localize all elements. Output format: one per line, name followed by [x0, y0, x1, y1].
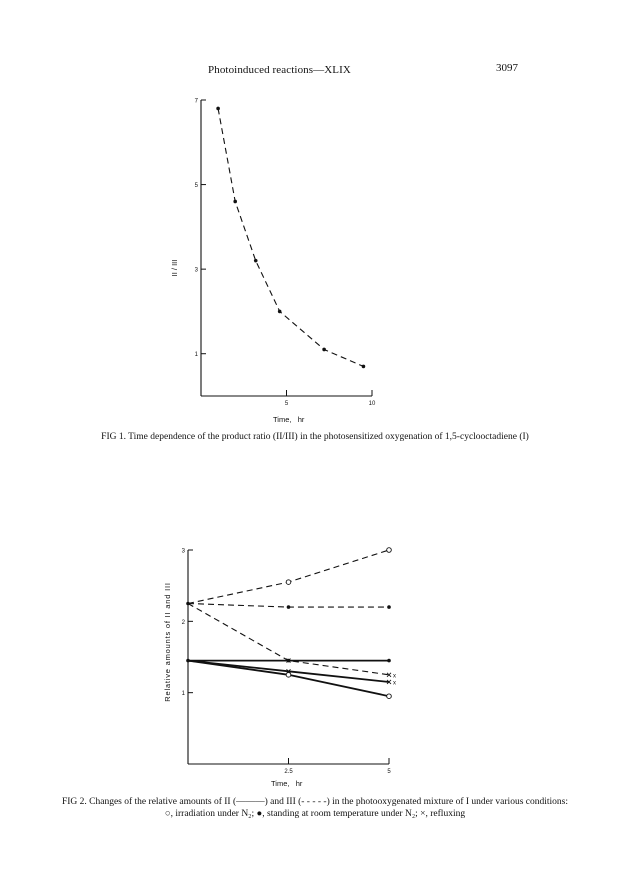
figure-1-caption: FIG 1. Time dependence of the product ratio (II/III) in the photosensitized oxygenation of 1,5-cyclooctadiene (I)	[101, 432, 529, 442]
data-point	[278, 310, 282, 314]
figure-1-y-axis-label: II / III	[170, 259, 179, 277]
y-tick-label: 1	[181, 691, 185, 698]
x-tick-label: 10	[368, 401, 376, 407]
y-tick-label: 3	[181, 548, 185, 555]
y-tick-label: 2	[181, 619, 185, 626]
y-tick-label: 5	[194, 183, 198, 190]
data-point	[233, 200, 237, 204]
page-number: 3097	[496, 62, 518, 74]
running-head: Photoinduced reactions—XLIX	[208, 64, 351, 76]
figure-1-x-axis-label: Time, hr	[273, 415, 305, 424]
y-tick-label: 1	[194, 352, 198, 359]
x-tick-label: 2.5	[284, 769, 293, 775]
data-point	[254, 259, 258, 263]
figure-2-caption: FIG 2. Changes of the relative amounts of II (———) and III (- - - - -) in the photooxygenated mixture of I under various conditions: ○, irradiation under N₂; ●, standing at room temperature under N₂; ×, refluxing	[61, 797, 568, 819]
y-tick-label: 3	[194, 267, 198, 274]
y-tick-label: 7	[194, 98, 198, 105]
figure-1-axes	[195, 99, 376, 408]
series-line-1	[218, 109, 363, 367]
x-tick-label: 5	[284, 401, 289, 407]
marker-label: x	[393, 673, 396, 680]
data-point	[322, 348, 326, 352]
data-point	[362, 365, 366, 369]
figure-2-x-axis-label: Time, hr	[271, 779, 303, 788]
figure-2-y-axis-label: Relative amounts of II and III	[163, 582, 172, 702]
x-tick-label: 5	[387, 769, 391, 775]
figure-1-series	[216, 107, 365, 369]
data-point	[216, 107, 220, 111]
marker-label: x	[393, 680, 396, 687]
